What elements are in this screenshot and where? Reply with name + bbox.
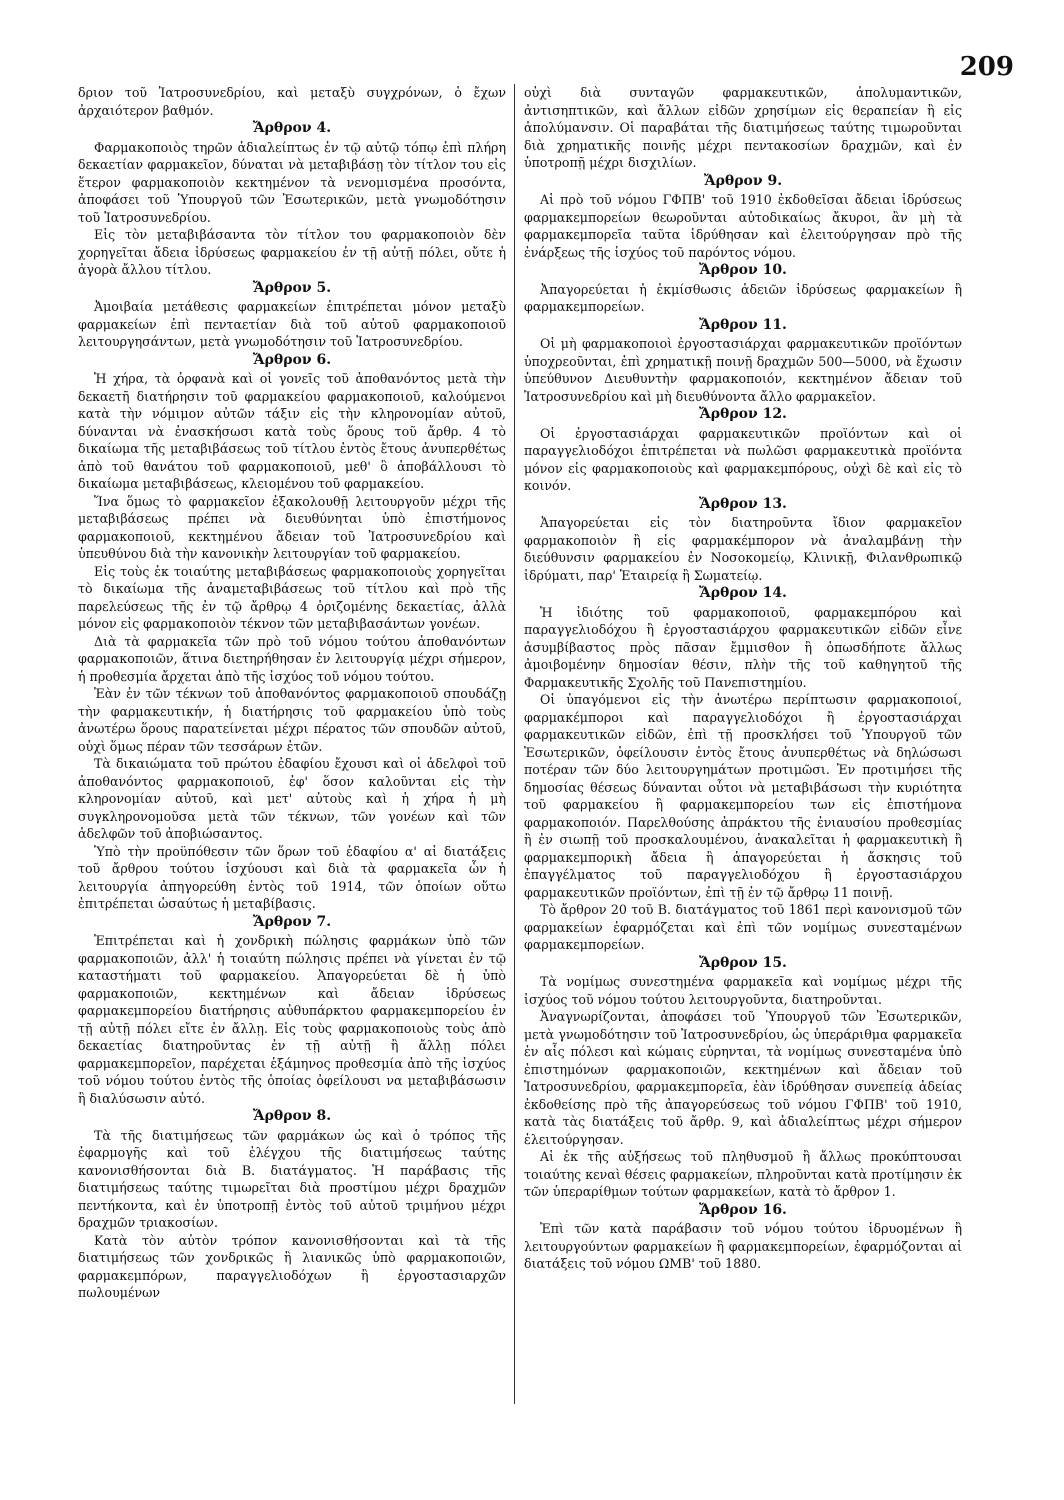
paragraph: Οἱ ὑπαγόμενοι εἰς τὴν ἀνωτέρω περίπτωσιν φαρμακοποιοί, φαρμακέμποροι καὶ παραγγελιοδόχοι ἢ ἐργοστασιάρχαι φαρμακευτικῶν εἰδῶν, ἐπὶ τῇ προσκλήσει τοῦ Ὑπουργοῦ τῶν Ἐσωτερικῶν, ὀφείλουσιν ἐντὸς ἔτους ἀνυπερθέτως νὰ δηλώσωσι ποτέραν τῶν δύο λειτουργημάτων προτιμῶσι. Ἐν προτιμήσει τῆς δημοσίας θέσεως δύνανται οὗτοι νὰ μεταβιβάσωσι τὴν κυριότητα τοῦ φαρμακείου ἢ φαρμακεμπορείου των εἰς ἐπιστήμονα φαρμακοποιόν. Παρελθούσης ἀπράκτου τῆς ἐνιαυσίου προθεσμίας ἢ ἐν σιωπῇ τοῦ προσκαλουμένου, ἀνακαλεῖται ἡ φαρμακευτικὴ ἢ φαρμακεμπορικὴ ἄδεια ἢ ἀπαγορεύεται ἡ ἄσκησις τοῦ ἐπαγγέλματος τοῦ παραγγελιοδόχου ἢ ἐργοστασιάρχου φαρμακευτικῶν προϊόντων, ἐπὶ τῇ ἐν τῷ ἄρθρῳ 11 ποινῇ. bbox=[524, 692, 962, 900]
right-column bbox=[524, 84, 962, 1273]
paragraph: Ἀπαγορεύεται εἰς τὸν διατηροῦντα ἴδιον φαρμακεῖον φαρμακοποιὸν ἢ εἰς φαρμακέμπορον νὰ ἀναλαμβάνῃ τὴν διεύθυνσιν φαρμακείου ἐν Νοσοκομείῳ, Κλινικῇ, Φιλανθρωπικῷ ἱδρύματι, παρ' Ἑταιρείᾳ ἢ Σωματείῳ. bbox=[524, 515, 962, 583]
article-heading: Ἄρθρον 8. bbox=[252, 1108, 332, 1124]
article-heading: Ἄρθρον 7. bbox=[252, 913, 332, 930]
article-heading: Ἄρθρον 12. bbox=[699, 406, 787, 422]
paragraph: Τὰ δικαιώματα τοῦ πρώτου ἐδαφίου ἔχουσι καὶ οἱ ἀδελφοὶ τοῦ ἀποθανόντος φαρμακοποιοῦ, ἐφ' ὅσον καλοῦνται εἰς τὴν κληρονομίαν αὐτοῦ, καὶ μετ' αὐτοὺς καὶ ἡ χήρα ἡ μὴ συγκληρονομοῦσα μετὰ τῶν τέκνων, τῶν γονέων καὶ τῶν ἀδελφῶν τοῦ ἀποβιώσαντος. bbox=[78, 756, 506, 841]
article-heading: Ἄρθρον 11. bbox=[699, 316, 787, 333]
paragraph: Τὸ ἄρθρον 20 τοῦ Β. διατάγματος τοῦ 1861 περὶ κανονισμοῦ τῶν φαρμακείων ἐφαρμόζεται καὶ ἐπὶ τῶν νομίμως συνεσταμένων φαρμακεμπορείων. bbox=[524, 902, 962, 952]
article-heading: Ἄρθρον 15. bbox=[699, 954, 787, 971]
left-column bbox=[78, 84, 506, 1302]
paragraph: Ὑπὸ τὴν προϋπόθεσιν τῶν ὅρων τοῦ ἐδαφίου α' αἱ διατάξεις τοῦ ἄρθρου τούτου ἰσχύουσι καὶ διὰ τὰ φαρμακεῖα ὧν ἡ λειτουργία ἀπηγορεύθη ἐντὸς τοῦ 1914, τῶν ὁποίων οὕτω ἐπιτρέπεται ὡσαύτως ἡ μεταβίβασις. bbox=[78, 843, 506, 911]
article-heading: Ἄρθρον 16. bbox=[699, 1201, 787, 1218]
paragraph: Ἐπιτρέπεται καὶ ἡ χονδρικὴ πώλησις φαρμάκων ὑπὸ τῶν φαρμακοποιῶν, ἀλλ' ἡ τοιαύτη πώλησις πρέπει νὰ γίνεται ἐν τῷ καταστήματι τοῦ φαρμακείου. Ἀπαγορεύεται δὲ ἡ ὑπὸ φαρμακοποιῶν, κεκτημένων καὶ ἄδειαν ἱδρύσεως φαρμακεμπορείου διατήρησις αὐθυπάρκτου φαρμακεμπορείου ἐν τῇ αὐτῇ πόλει εἴτε ἐν ἄλλῃ. Εἰς τοὺς φαρμακοποιοὺς τοὺς ἀπὸ δεκαετίας διατηροῦντας ἐν τῇ αὐτῇ ἢ ἄλλῃ πόλει φαρμακεμπορεῖον, παρέχεται ἑξάμηνος προθεσμία ἀπὸ τῆς ἰσχύος τοῦ νόμου τούτου ἐντὸς τῆς ὁποίας ὀφείλουσι να μεταβιβάσωσιν ἢ διαλύσωσιν αὐτό. bbox=[78, 933, 506, 1106]
paragraph: Ἡ χήρα, τὰ ὀρφανὰ καὶ οἱ γονεῖς τοῦ ἀποθανόντος μετὰ τὴν δεκαετῆ διατήρησιν τοῦ φαρμακείου φαρμακοποιοῦ, καλούμενοι κατὰ τὴν νόμιμον αὐτῶν τάξιν εἰς τὴν κληρονομίαν αὐτοῦ, δύνανται νὰ ἐνασκήσωσι κατὰ τοὺς ὅρους τοῦ ἄρθρ. 4 τὸ δικαίωμα τῆς μεταβιβάσεως τοῦ τίτλου ἐντὸς ἔτους ἀνυπερθέτως ἀπὸ τοῦ θανάτου τοῦ φαρμακοποιοῦ, μεθ' ὃ ἀποβάλλουσι τὸ δικαίωμα μεταβιβάσεως, κλειομένου τοῦ φαρμακείου. bbox=[78, 371, 506, 491]
paragraph: Τὰ νομίμως συνεστημένα φαρμακεῖα καὶ νομίμως μέχρι τῆς ἰσχύος τοῦ νόμου τούτου λειτουργοῦντα, διατηροῦνται. bbox=[524, 974, 962, 1007]
paragraph: Ἀμοιβαία μετάθεσις φαρμακείων ἐπιτρέπεται μόνον μεταξὺ φαρμακείων ἐπὶ πενταετίαν διὰ τοῦ αὐτοῦ φαρμακοποιοῦ λειτουργησάντων, μετὰ γνωμοδότησιν τοῦ Ἰατροσυνεδρίου. bbox=[78, 299, 506, 349]
column-divider bbox=[514, 84, 515, 1404]
article-heading: Ἄρθρον 13. bbox=[699, 495, 787, 512]
paragraph: Ἐὰν ἐν τῶν τέκνων τοῦ ἀποθανόντος φαρμακοποιοῦ σπουδάζῃ τὴν φαρμακευτικήν, ἡ διατήρησις τοῦ φαρμακείου ὑπὸ τοὺς ἀνωτέρω ὅρους παρατείνεται μέχρι πέρατος τῶν σπουδῶν αὐτοῦ, οὐχὶ ὅμως πέραν τῶν τεσσάρων ἐτῶν. bbox=[78, 686, 506, 754]
article-heading: Ἄρθρον 9. bbox=[703, 172, 783, 189]
paragraph: Κατὰ τὸν αὐτὸν τρόπον κανονισθήσονται καὶ τὰ τῆς διατιμήσεως τῶν χονδρικῶς ἢ λιανικῶς ὑπὸ φαρμακοποιῶν, φαρμακεμπόρων, παραγγελιοδόχων ἢ ἐργοστασιαρχῶν πωλουμένων bbox=[78, 1232, 506, 1300]
paragraph: Τὰ τῆς διατιμήσεως τῶν φαρμάκων ὡς καὶ ὁ τρόπος τῆς ἐφαρμογῆς καὶ τοῦ ἐλέγχου τῆς διατιμήσεως ταύτης κανονισθήσονται διὰ Β. διατάγματος. Ἡ παράβασις τῆς διατιμήσεως ταύτης τιμωρεῖται διὰ προστίμου μέχρι δραχμῶν πεντήκοντα, καὶ ἐν ὑποτροπῇ ἐντὸς τοῦ αὐτοῦ τριμήνου μέχρι δραχμῶν τριακοσίων. bbox=[78, 1127, 506, 1230]
page-number: 209 bbox=[959, 52, 1014, 82]
paragraph: Εἰς τοὺς ἐκ τοιαύτης μεταβιβάσεως φαρμακοποιοὺς χορηγεῖται τὸ δικαίωμα τῆς ἀναμεταβιβάσεως τοῦ τίτλου καὶ πρὸ τῆς παρελεύσεως τῆς ἐν τῷ ἄρθρῳ 4 ὁριζομένης δεκαετίας, ἀλλὰ μόνον εἰς φαρμακοποιὸν τέκνον τῶν μεταβιβασάντων γονέων. bbox=[78, 563, 506, 631]
article-heading: Ἄρθρον 14. bbox=[699, 585, 787, 601]
paragraph: Εἰς τὸν μεταβιβάσαντα τὸν τίτλον του φαρμακοποιὸν δὲν χορηγεῖται ἄδεια ἱδρύσεως φαρμακείου ἐν τῇ αὐτῇ πόλει, οὔτε ἡ ἀγορὰ ἄλλου τίτλου. bbox=[78, 227, 506, 277]
paragraph: οὐχὶ διὰ συνταγῶν φαρμακευτικῶν, ἀπολυμαντικῶν, ἀντισηπτικῶν, καὶ ἄλλων εἰδῶν χρησίμων εἰς θεραπείαν ἢ εἰς ἀπολύμανσιν. Οἱ παραβάται τῆς διατιμήσεως ταύτης τιμωροῦνται διὰ χρηματικῆς ποινῆς μέχρι πεντακοσίων δραχμῶν, καὶ ἐν ὑποτροπῇ μέχρι δισχιλίων. bbox=[524, 85, 962, 170]
paragraph: Ἀναγνωρίζονται, ἀποφάσει τοῦ Ὑπουργοῦ τῶν Ἐσωτερικῶν, μετὰ γνωμοδότησιν τοῦ Ἰατροσυνεδρίου, ὡς ὑπεράριθμα φαρμακεῖα ἐν αἷς πόλεσι καὶ κώμαις εὑρηνται, τὰ νομίμως συνεσταμένα ὑπὸ ἐπιστημόνων φαρμακοποιῶν, κεκτημένων καὶ ἄδειαν τοῦ Ἰατροσυνεδρίου, φαρμακεμπορεῖα, ἐὰν ἱδρύθησαν συνεπείᾳ ἀδείας ἐκδοθείσης πρὸ τῆς ἀπαγορεύσεως τοῦ νόμου ΓΦΠΒ' τοῦ 1910, κατὰ τὰς διατάξεις τοῦ ἄρθρ. 9, καὶ ἀδιαλείπτως μέχρι σήμερον ἐλειτούργησαν. bbox=[524, 1009, 962, 1147]
article-heading: Ἄρθρον 10. bbox=[699, 262, 787, 278]
article-heading: Ἄρθρον 5. bbox=[252, 279, 332, 296]
paragraph: Ἐπὶ τῶν κατὰ παράβασιν τοῦ νόμου τούτου ἱδρυομένων ἢ λειτουργούντων φαρμακείων ἢ φαρμακεμπορείων, ἐφαρμόζονται αἱ διατάξεις τοῦ νόμου ΩΜΒ' τοῦ 1880. bbox=[524, 1221, 962, 1271]
paragraph: Διὰ τὰ φαρμακεῖα τῶν πρὸ τοῦ νόμου τούτου ἀποθανόντων φαρμακοποιῶν, ἅτινα διετηρήθησαν ἐν λειτουργίᾳ μέχρι σήμερον, ἡ προθεσμία ἄρχεται ἀπὸ τῆς ἰσχύος τοῦ νόμου τούτου. bbox=[78, 633, 506, 684]
article-heading: Ἄρθρον 4. bbox=[252, 120, 332, 136]
paragraph: Ἵνα ὅμως τὸ φαρμακεῖον ἐξακολουθῇ λειτουργοῦν μέχρι τῆς μεταβιβάσεως πρέπει νὰ διευθύνηται ὑπὸ ἐπιστήμονος φαρμακοποιοῦ, κεκτημένου ἄδειαν τοῦ Ἰατροσυνεδρίου καὶ ὑπευθύνου διὰ τὴν κανονικὴν λειτουργίαν τοῦ φαρμακείου. bbox=[78, 493, 506, 561]
paragraph: Οἱ μὴ φαρμακοποιοὶ ἐργοστασιάρχαι φαρμακευτικῶν προϊόντων ὑποχρεοῦνται, ἐπὶ χρηματικῇ ποινῇ δραχμῶν 500—5000, νὰ ἔχωσιν ὑπεύθυνον Διευθυντὴν φαρμακοποιόν, κεκτημένον ἄδειαν τοῦ Ἰατροσυνεδρίου καὶ μὴ διευθύνοντα ἄλλο φαρμακεῖον. bbox=[524, 336, 962, 404]
paragraph: Ἀπαγορεύεται ἡ ἐκμίσθωσις ἀδειῶν ἱδρύσεως φαρμακείων ἢ φαρμακεμπορείων. bbox=[524, 281, 962, 314]
paragraph: δριον τοῦ Ἰατροσυνεδρίου, καὶ μεταξὺ συγχρόνων, ὁ ἔχων ἀρχαιότερον βαθμόν. bbox=[78, 85, 506, 118]
paragraph: Αἱ πρὸ τοῦ νόμου ΓΦΠΒ' τοῦ 1910 ἐκδοθεῖσαι ἄδειαι ἱδρύσεως φαρμακεμπορείων θεωροῦνται αὐτοδικαίως ἄκυροι, ἂν μὴ τὰ φαρμακεμπορεῖα ταῦτα ἱδρύθησαν καὶ ἐλειτούργησαν πρὸ τῆς ἐνάρξεως τῆς ἰσχύος τοῦ παρόντος νόμου. bbox=[524, 192, 962, 260]
article-heading: Ἄρθρον 6. bbox=[252, 351, 332, 368]
paragraph: Οἱ ἐργοστασιάρχαι φαρμακευτικῶν προϊόντων καὶ οἱ παραγγελιοδόχοι ἐπιτρέπεται νὰ πωλῶσι φαρμακευτικὰ προϊόντα μόνον εἰς φαρμακοποιοὺς καὶ φαρμακεμπόρους, οὐχὶ δὲ καὶ εἰς τὸ κοινόν. bbox=[524, 425, 962, 493]
paragraph: Αἱ ἐκ τῆς αὐξήσεως τοῦ πληθυσμοῦ ἢ ἄλλως προκύπτουσαι τοιαύτης κεναὶ θέσεις φαρμακείων, πληροῦνται κατὰ προτίμησιν ἐκ τῶν ὑπεραρίθμων τούτων φαρμακείων, κατὰ τὸ ἄρθρον 1. bbox=[524, 1149, 962, 1199]
paragraph: Ἡ ἰδιότης τοῦ φαρμακοποιοῦ, φαρμακεμπόρου καὶ παραγγελιοδόχου ἢ ἐργοστασιάρχου φαρμακευτικῶν εἰδῶν εἶνε ἀσυμβίβαστος πρὸς πᾶσαν ἔμμισθον ἢ ὁπωσδήποτε ἄλλως ἀμοιβομένην δημοσίαν θέσιν, πλὴν τῆς τοῦ καθηγητοῦ τῆς Φαρμακευτικῆς Σχολῆς τοῦ Πανεπιστημίου. bbox=[524, 604, 962, 690]
paragraph: Φαρμακοποιὸς τηρῶν ἀδιαλείπτως ἐν τῷ αὐτῷ τόπῳ ἐπὶ πλήρη δεκαετίαν φαρμακεῖον, δύναται νὰ μεταβιβάσῃ τὸν τίτλον του εἰς ἕτερον φαρμακοποιὸν κεκτημένον τὰ νενομισμένα προσόντα, ἀποφάσει τοῦ Ὑπουργοῦ τῶν Ἐσωτερικῶν, μετὰ γνωμοδότησιν τοῦ Ἰατροσυνεδρίου. bbox=[78, 139, 506, 225]
